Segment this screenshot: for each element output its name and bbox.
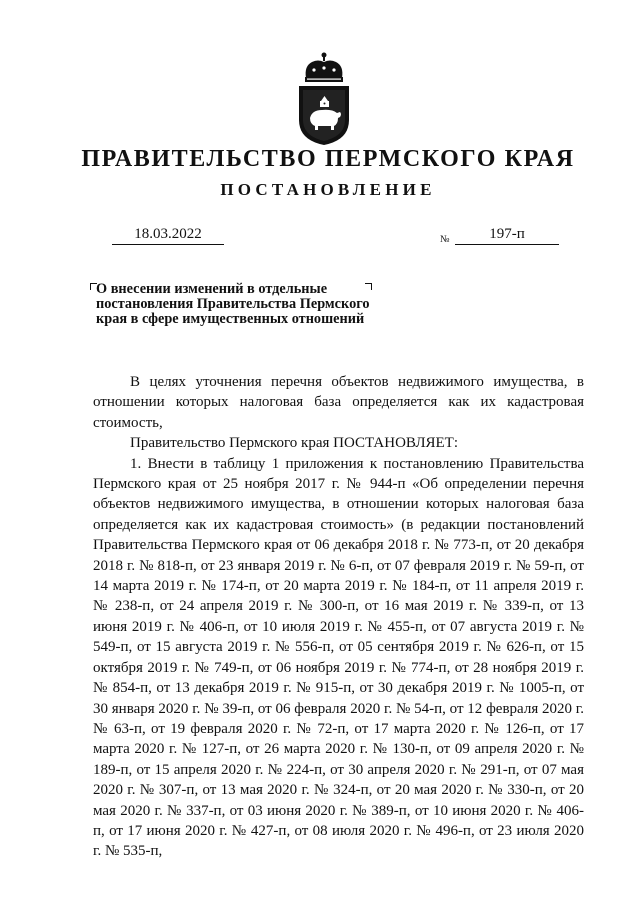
coat-of-arms-emblem: [294, 50, 354, 146]
subject-line: О внесении изменений в отдельные: [96, 281, 328, 297]
resolution-paragraph: Правительство Пермского края ПОСТАНОВЛЯЕТ:: [130, 435, 459, 452]
document-number: 197-п: [455, 226, 559, 245]
preamble-paragraph: В целях уточнения перечня объектов недвижимого имущества, в отношении которых налоговая база определяется как их кадастровая стоимость,: [93, 374, 584, 431]
subject-line: края в сфере имущественных отношений: [96, 311, 365, 327]
subject-line: постановления Правительства Пермского: [96, 296, 370, 312]
clause-1-paragraph: 1. Внести в таблицу 1 приложения к постановлению Правительства Пермского края от 25 ноября 2017 г. № 944-п «Об определении перечня объектов недвижимого имущества, в отношении которых налоговая база определяется как их кадастровая стоимость» (в редакции постановлений Правительства Пермского края от 06 декабря 2018 г. № 773-п, от 20 декабря 2018 г. № 818-п, от 23 января 2019 г. № 6-п, от 07 февраля 2019 г. № 59-п, от 14 марта 2019 г. № 174-п, от 20 марта 2019 г. № 184-п, от 11 апреля 2019 г. № 238-п, от 24 апреля 2019 г. № 300-п, от 16 мая 2019 г. № 339-п, от 13 июня 2019 г. № 406-п, от 10 июля 2019 г. № 455-п, от 07 августа 2019 г. № 549-п, от 15 августа 2019 г. № 556-п, от 05 сентября 2019 г. № 626-п, от 15 октября 2019 г. № 749-п, от 06 ноября 2019 г. № 774-п, от 28 ноября 2019 г. № 854-п, от 13 декабря 2019 г. № 915-п, от 30 декабря 2019 г. № 1005-п, от 30 января 2020 г. № 39-п, от 06 февраля 2020 г. № 54-п, от 12 февраля 2020 г. № 63-п, от 19 февраля 2020 г. № 72-п, от 17 марта 2020 г. № 126-п, от 17 марта 2020 г. № 127-п, от 26 марта 2020 г. № 130-п, от 09 апреля 2020 г. № 189-п, от 15 апреля 2020 г. № 224-п, от 30 апреля 2020 г. № 291-п, от 07 мая 2020 г. № 307-п, от 13 мая 2020 г. № 324-п, от 20 мая 2020 г. № 330-п, от 20 мая 2020 г. № 337-п, от 03 июня 2020 г. № 389-п, от 10 июня 2020 г. № 406-п, от 17 июня 2020 г. № 427-п, от 08 июля 2020 г. № 496-п, от 23 июля 2020 г. № 535-п,: [93, 455, 584, 860]
document-type: ПОСТАНОВЛЕНИЕ: [220, 180, 436, 199]
document-subject: [96, 282, 416, 327]
document-date: 18.03.2022: [112, 226, 224, 245]
number-label: №: [440, 234, 450, 245]
document-body: [93, 372, 584, 862]
government-title: ПРАВИТЕЛЬСТВО ПЕРМСКОГО КРАЯ: [81, 146, 575, 172]
